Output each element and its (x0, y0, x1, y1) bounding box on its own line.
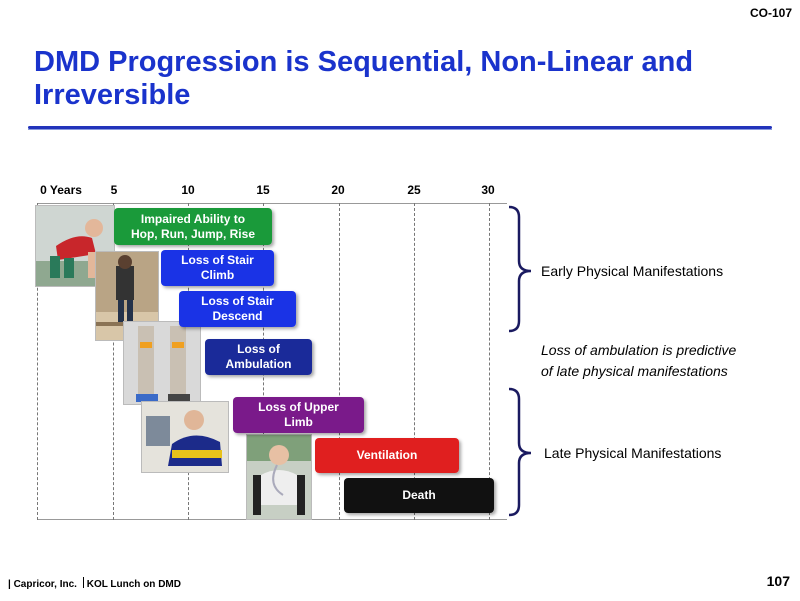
bar-loss-upper-limb (233, 397, 364, 433)
bar-loss-stair-climb-line2: Climb (200, 268, 235, 282)
bar-loss-stair-climb (161, 250, 274, 286)
late-bracket (509, 389, 531, 515)
bracket-group (505, 205, 535, 520)
ambulation-note (541, 340, 736, 382)
axis-tick-10: 10 (181, 183, 195, 197)
bar-loss-stair-descend (179, 291, 296, 327)
axis-tick-5: 5 (110, 183, 118, 197)
photo-young-man-wheelchair (247, 435, 311, 519)
footer-divider (83, 577, 84, 588)
axis-tick-25: 25 (407, 183, 421, 197)
slide-id: CO-107 (749, 6, 792, 20)
page-number: 107 (766, 573, 790, 589)
bar-loss-ambulation (205, 339, 312, 375)
bar-ventilation (315, 438, 459, 473)
bar-death (344, 478, 494, 513)
title-underline-shadow (28, 129, 772, 130)
timeline-top-border (37, 203, 507, 204)
early-bracket (509, 207, 531, 331)
footer (8, 577, 181, 590)
bar-death-label: Death (402, 488, 436, 502)
axis-start-label: 0 Years (40, 183, 82, 197)
footer-company: | Capricor, Inc. (8, 579, 77, 590)
gridline-30 (489, 203, 490, 520)
page-title: DMD Progression is Sequential, Non-Linear and Irreversible (34, 46, 694, 111)
bar-loss-upper-limb-line2: Limb (284, 415, 313, 429)
bar-impaired-ability-line2: Hop, Run, Jump, Rise (130, 226, 255, 241)
bar-impaired-ability-line1: Impaired Ability to (140, 211, 246, 226)
photo-leg-braces (124, 322, 200, 404)
axis-tick-30: 30 (481, 183, 495, 197)
bar-impaired-ability (114, 208, 272, 245)
early-manifestations-label: Early Physical Manifestations (541, 263, 724, 279)
bar-loss-ambulation-line1: Loss of (237, 342, 280, 356)
bar-loss-stair-climb-line1: Loss of Stair (181, 253, 254, 267)
bar-loss-stair-descend-line2: Descend (212, 309, 263, 323)
bar-loss-ambulation-line2: Ambulation (225, 357, 292, 371)
timeline-bottom-border (37, 519, 507, 520)
axis-tick-15: 15 (256, 183, 270, 197)
footer-event: KOL Lunch on DMD (86, 579, 181, 590)
photo-boy-sitting (142, 402, 228, 472)
bar-loss-stair-descend-line1: Loss of Stair (201, 294, 274, 308)
bar-ventilation-label: Ventilation (356, 448, 418, 462)
late-manifestations-label: Late Physical Manifestations (544, 445, 722, 461)
ambulation-note-line1: Loss of ambulation is predictive (541, 342, 737, 358)
ambulation-note-line2: of late physical manifestations (541, 363, 728, 379)
bar-loss-upper-limb-line1: Loss of Upper (258, 400, 339, 414)
axis-tick-20: 20 (331, 183, 345, 197)
